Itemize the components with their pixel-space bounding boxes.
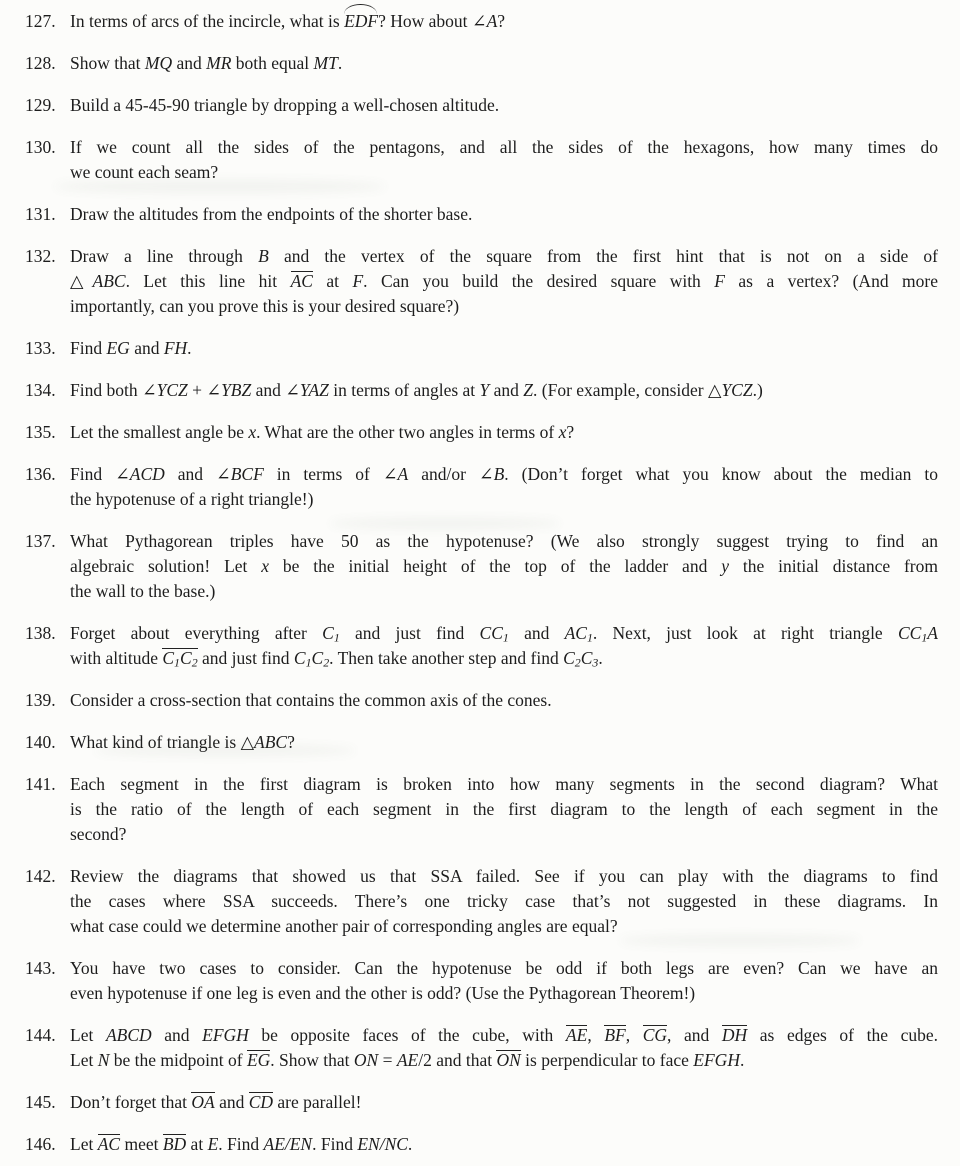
hint-number: 133. [25, 338, 56, 358]
hint-item [25, 135, 938, 185]
math-italic: ABCD [105, 1025, 152, 1045]
hint-number: 142. [25, 866, 56, 886]
math-italic: $C_2C_3$ [563, 648, 599, 670]
text-run: be the initial height of the top of the ladder and [269, 556, 722, 576]
hint-number: 137. [25, 531, 56, 551]
math-italic: $C_1C_2$ [293, 648, 330, 670]
text-run: . [187, 338, 192, 358]
math-italic: ∠YAZ [285, 380, 329, 400]
text-run: with altitude [70, 648, 163, 668]
math-italic: ∠YBZ [206, 380, 252, 400]
text-run: Find both [70, 380, 142, 400]
arc-notation: EDF [344, 9, 378, 34]
hints-list [25, 9, 938, 1157]
text-run: Show that [70, 53, 145, 73]
math-italic: x [248, 422, 257, 442]
math-italic: ∠BCF [216, 464, 264, 484]
hint-number: 127. [25, 11, 56, 31]
text-run: Let [70, 1134, 98, 1154]
math-italic: ∠ACD [115, 464, 165, 484]
text-run: and [164, 464, 217, 484]
text-run: Forget about everything after [70, 623, 323, 643]
segment-overline: CD [248, 1092, 274, 1112]
hint-item [25, 336, 938, 361]
text-run: as edges of the cube. [747, 1025, 939, 1045]
text-run: . (For example, consider △ [533, 380, 722, 400]
text-run: meet [120, 1134, 163, 1154]
math-italic: $CC_1A$ [897, 623, 938, 645]
hint-line [70, 1090, 938, 1115]
hint-text [70, 688, 938, 713]
text-run: ? [287, 732, 295, 752]
hint-text [70, 51, 938, 76]
text-run: the hypotenuse of a right triangle!) [70, 489, 314, 509]
math-italic: MQ [144, 53, 173, 73]
math-italic: AE [396, 1050, 419, 1070]
segment-overline: BF [604, 1025, 626, 1045]
hint-line [70, 730, 938, 755]
hint-line [70, 864, 938, 889]
segment-overline: DH [721, 1025, 748, 1045]
text-run: second? [70, 824, 127, 844]
hint-number: 141. [25, 774, 56, 794]
hint-line [70, 646, 938, 671]
hint-line [70, 956, 938, 981]
hint-item [25, 1090, 938, 1115]
text-run: ? How about [378, 11, 472, 31]
hint-line [70, 1023, 938, 1048]
text-run: , [625, 1025, 643, 1045]
hint-text [70, 336, 938, 361]
hint-text [70, 420, 938, 445]
hint-line [70, 797, 938, 822]
hint-line [70, 554, 938, 579]
text-run: . [407, 1134, 413, 1154]
text-run: Build a 45-45-90 triangle by dropping a well-chosen altitude. [70, 95, 500, 115]
subscript: 1 [921, 630, 928, 645]
math-italic: AE/EN [263, 1134, 313, 1154]
subscript: 1 [586, 630, 593, 645]
hint-item [25, 688, 938, 713]
text-run: , and [667, 1025, 722, 1045]
text-run: as a vertex? (And more [724, 271, 938, 291]
hint-text [70, 1132, 938, 1157]
text-run: importantly, can you prove this is your desired square?) [70, 296, 460, 316]
math-italic: ABC [92, 271, 126, 291]
text-run: and [151, 1025, 203, 1045]
hint-item [25, 864, 938, 939]
text-run: the wall to the base.) [70, 581, 216, 601]
math-italic: Z [523, 380, 534, 400]
subscript: 1 [333, 630, 340, 645]
subscript: 2 [323, 655, 330, 670]
text-run: Let [70, 1025, 106, 1045]
hint-number: 128. [25, 53, 56, 73]
hint-line [70, 621, 938, 646]
hint-number: 129. [25, 95, 56, 115]
hint-item [25, 730, 938, 755]
subscript: 1 [502, 630, 509, 645]
text-run: Draw a line through [70, 246, 259, 266]
text-run: both equal [231, 53, 314, 73]
hint-item [25, 202, 938, 227]
text-run: . Show that [270, 1050, 354, 1070]
hint-text [70, 772, 938, 847]
text-run: and [214, 1092, 249, 1112]
hint-number: 143. [25, 958, 56, 978]
subscript: 2 [574, 655, 581, 670]
hint-line [70, 9, 938, 34]
math-italic: Y [479, 380, 490, 400]
hint-number: 130. [25, 137, 56, 157]
hint-line [70, 378, 938, 403]
hint-text [70, 202, 938, 227]
text-run: are parallel! [273, 1092, 362, 1112]
math-italic: FH [163, 338, 188, 358]
math-italic: x [261, 556, 270, 576]
text-run: in terms of [263, 464, 383, 484]
text-run: + [187, 380, 207, 400]
text-run: is perpendicular to face [520, 1050, 694, 1070]
text-run: and/or [408, 464, 479, 484]
subscript: 3 [592, 655, 599, 670]
text-run: and [251, 380, 286, 400]
text-run: Find [70, 464, 116, 484]
hint-text [70, 529, 938, 604]
hint-line [70, 914, 938, 939]
text-run: Each segment in the first diagram is broken into how many segments in the second diagram? What [70, 774, 938, 794]
text-run: . Can you build the desired square with [363, 271, 715, 291]
math-italic: F [714, 271, 725, 291]
hint-item [25, 1023, 938, 1073]
text-run: , [587, 1025, 605, 1045]
hint-text [70, 1023, 938, 1073]
text-run: the cases where SSA succeeds. There’s one tricky case that’s not suggested in these diagrams. In [70, 891, 938, 911]
text-run: Consider a cross-section that contains the common axis of the cones. [70, 690, 552, 710]
hint-number: 144. [25, 1025, 56, 1045]
hint-line [70, 688, 938, 713]
text-run: and just find [197, 648, 294, 668]
hint-item [25, 772, 938, 847]
text-run: Find [70, 338, 107, 358]
hint-line [70, 135, 938, 160]
hint-line [70, 160, 938, 185]
hint-line [70, 889, 938, 914]
hint-item [25, 1132, 938, 1157]
hint-text [70, 244, 938, 319]
hint-item [25, 93, 938, 118]
math-italic: E [207, 1134, 219, 1154]
text-run: . Then take another step and find [329, 648, 564, 668]
text-run: You have two cases to consider. Can the hypotenuse be odd if both legs are even? Can we have an [70, 958, 938, 978]
math-italic: EN/NC [357, 1134, 408, 1154]
math-italic: EG [106, 338, 130, 358]
text-run: △ [70, 271, 93, 291]
math-italic: $C_1$ [322, 623, 340, 645]
hint-line [70, 1048, 938, 1073]
text-run: be the midpoint of [109, 1050, 247, 1070]
hint-line [70, 462, 938, 487]
text-run: Let the smallest angle be [70, 422, 249, 442]
hint-line [70, 202, 938, 227]
segment-overline: AC [290, 271, 313, 291]
text-run: be opposite faces of the cube, with [248, 1025, 566, 1045]
text-run: in terms of angles at [328, 380, 480, 400]
text-run: we count each seam? [70, 162, 219, 182]
hint-line [70, 1132, 938, 1157]
text-run: /2 and that [418, 1050, 497, 1070]
hint-number: 131. [25, 204, 56, 224]
math-italic: ABC [254, 732, 288, 752]
hint-number: 135. [25, 422, 56, 442]
hint-line [70, 420, 938, 445]
math-italic: EFGH [693, 1050, 740, 1070]
hint-number: 132. [25, 246, 56, 266]
text-run: Let [70, 1050, 98, 1070]
subscript: 2 [191, 655, 198, 670]
hint-number: 134. [25, 380, 56, 400]
text-run: . [739, 1050, 745, 1070]
text-run: and [129, 338, 164, 358]
math-italic: $CC_1$ [479, 623, 509, 645]
text-run: In terms of arcs of the incircle, what is [70, 11, 345, 31]
text-run: .) [752, 380, 763, 400]
segment-overline: CG [642, 1025, 668, 1045]
text-run: algebraic solution! Let [70, 556, 262, 576]
hint-line [70, 269, 938, 294]
hint-line [70, 244, 938, 269]
hint-text [70, 9, 938, 34]
hint-text [70, 135, 938, 185]
segment-overline: ON [496, 1050, 521, 1070]
math-italic: x [558, 422, 567, 442]
text-run: Draw the altitudes from the endpoints of the shorter base. [70, 204, 473, 224]
hint-text [70, 93, 938, 118]
hint-number: 140. [25, 732, 56, 752]
hint-item [25, 244, 938, 319]
text-run: and [172, 53, 207, 73]
hint-line [70, 487, 938, 512]
text-run: . Let this line hit [125, 271, 291, 291]
segment-overline: OA [191, 1092, 215, 1112]
hint-number: 138. [25, 623, 56, 643]
text-run: Don’t forget that [70, 1092, 192, 1112]
hint-number: 139. [25, 690, 56, 710]
text-run: If we count all the sides of the pentagons, and all the sides of the hexagons, how many times do [70, 137, 938, 157]
text-run: Review the diagrams that showed us that SSA failed. See if you can play with the diagrams to find [70, 866, 938, 886]
subscript: 1 [174, 655, 180, 670]
math-italic: YCZ [721, 380, 753, 400]
segment-overline: AE [565, 1025, 588, 1045]
text-run: . Find [312, 1134, 358, 1154]
hint-item [25, 420, 938, 445]
hint-item [25, 956, 938, 1006]
hint-item [25, 529, 938, 604]
hint-line [70, 772, 938, 797]
text-run: . [598, 648, 603, 668]
hint-item [25, 51, 938, 76]
hint-line [70, 822, 938, 847]
text-run: . [337, 53, 343, 73]
math-italic: EFGH [202, 1025, 249, 1045]
text-run: . Next, just look at right triangle [592, 623, 898, 643]
text-run: ? [566, 422, 575, 442]
hint-number: 145. [25, 1092, 56, 1112]
hint-line [70, 294, 938, 319]
hint-item [25, 462, 938, 512]
text-run: and [508, 623, 565, 643]
text-run: ? [497, 11, 506, 31]
text-run: = [378, 1050, 397, 1070]
text-run: . What are the other two angles in terms of [256, 422, 559, 442]
math-italic: B [258, 246, 269, 266]
segment-overline: $C_1C_2$ [162, 648, 198, 670]
text-run: even hypotenuse if one leg is even and the other is odd? (Use the Pythagorean Theorem!) [70, 983, 696, 1003]
hint-text [70, 621, 938, 671]
text-run: and the vertex of the square from the first hint that is not on a side of [268, 246, 938, 266]
math-italic: N [97, 1050, 110, 1070]
hint-line [70, 981, 938, 1006]
hint-text [70, 378, 938, 403]
math-italic: y [721, 556, 729, 576]
text-run: . (Don’t forget what you know about the median to [504, 464, 938, 484]
text-run: and [489, 380, 524, 400]
text-run: What kind of triangle is △ [70, 732, 255, 752]
segment-overline: EG [246, 1050, 271, 1070]
hint-item [25, 378, 938, 403]
text-run: what case could we determine another pair of corresponding angles are equal? [70, 916, 618, 936]
hint-text [70, 1090, 938, 1115]
hint-item [25, 9, 938, 34]
text-run: is the ratio of the length of each segment in the first diagram to the length of each segment in the [70, 799, 938, 819]
hint-text [70, 864, 938, 939]
hint-line [70, 93, 938, 118]
segment-overline: AC [97, 1134, 121, 1154]
text-run: . Find [218, 1134, 264, 1154]
math-italic: ∠A [471, 11, 498, 31]
math-italic: ∠A [382, 464, 409, 484]
math-italic: ∠B [478, 464, 505, 484]
math-italic: F [352, 271, 364, 291]
text-run: What Pythagorean triples have 50 as the hypotenuse? (We also strongly suggest trying to find an [70, 531, 938, 551]
hint-line [70, 336, 938, 361]
math-italic: ∠YCZ [141, 380, 188, 400]
segment-overline: BD [162, 1134, 187, 1154]
hint-line [70, 579, 938, 604]
text-run: at [186, 1134, 208, 1154]
hint-text [70, 730, 938, 755]
math-italic: ON [353, 1050, 379, 1070]
hint-text [70, 462, 938, 512]
math-italic: $AC_1$ [564, 623, 593, 645]
hint-line [70, 529, 938, 554]
subscript: 1 [305, 655, 312, 670]
hint-number: 146. [25, 1134, 56, 1154]
hint-text [70, 956, 938, 1006]
text-run: at [312, 271, 353, 291]
math-italic: MT [313, 53, 338, 73]
text-run: the initial distance from [728, 556, 938, 576]
hint-line [70, 51, 938, 76]
text-run: and just find [339, 623, 480, 643]
math-italic: MR [206, 53, 232, 73]
hint-number: 136. [25, 464, 56, 484]
hint-item [25, 621, 938, 671]
